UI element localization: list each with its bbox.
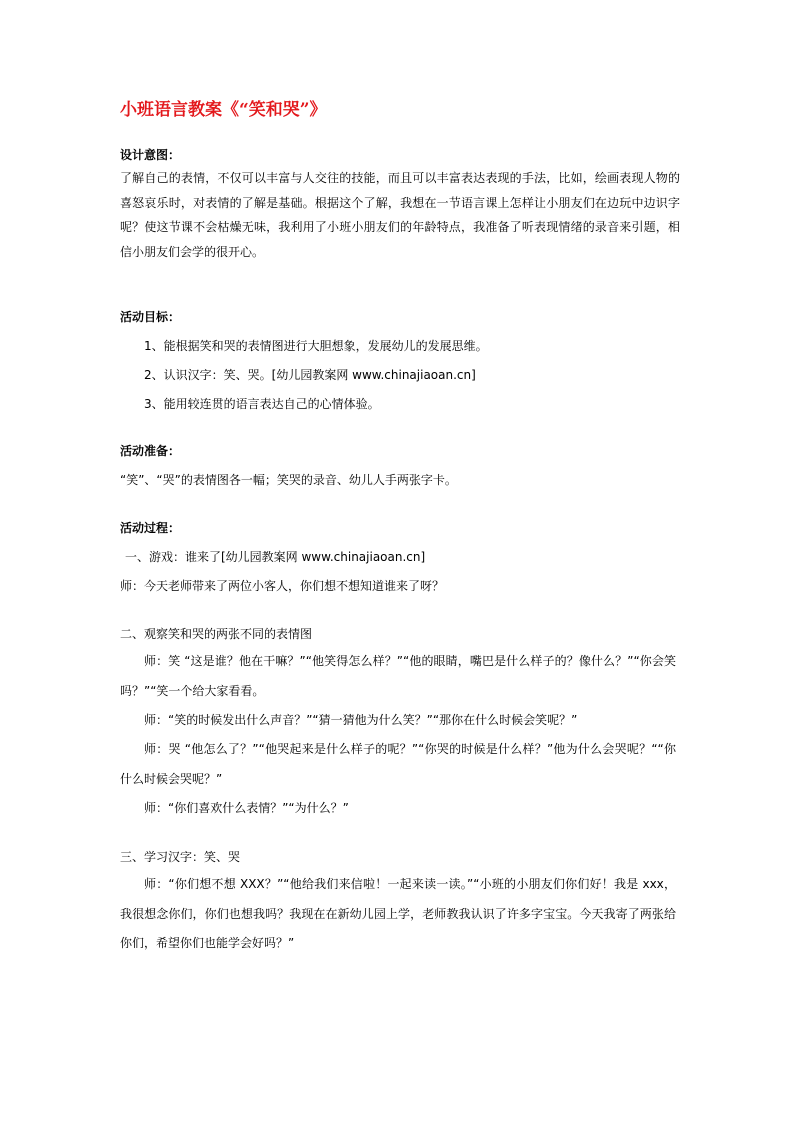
step1-line: 师：今天老师带来了两位小客人，你们想不想知道谁来了呀？ — [120, 579, 445, 593]
design-intent-body: 了解自己的表情，不仅可以丰富与人交往的技能，而且可以丰富表达表现的手法，比如，绘画表现人物的喜怒哀乐时，对表情的了解是基础。根据这个了解，我想在一节语言课上怎样让小朋友们在边玩中边识字呢？使这节课不会枯燥无味，我利用了小班小朋友们的年龄特点，我准备了听表现情绪的录音来引题，相信小朋友们会学的很开心。 — [120, 171, 680, 259]
goal-item-3: 3、能用较连贯的语言表达自己的心情体验。 — [144, 397, 380, 411]
process-heading: 活动过程： — [120, 521, 181, 535]
step2-paragraph-4: 师：“你们喜欢什么表情？”“为什么？” — [144, 801, 349, 815]
document-title: 小班语言教案《“笑和哭”》 — [120, 100, 327, 120]
prep-body: “笑”、“哭”的表情图各一幅；笑哭的录音、幼儿人手两张字卡。 — [120, 473, 457, 487]
step3-title: 三、学习汉字：笑、哭 — [120, 850, 241, 864]
step3-paragraph-1: 师：“你们想不想 XXX？”“他给我们来信啦！一起来读一读。”“小班的小朋友们你们好！我是 xxx，我很想念你们，你们也想我吗？我现在在新幼儿园上学，老师教我认识了许多字宝宝。今天我寄了两张给你们，希望你们也能学会好吗？” — [120, 877, 676, 950]
goals-heading: 活动目标： — [120, 310, 181, 324]
step2-title: 二、观察笑和哭的两张不同的表情图 — [120, 627, 313, 641]
goal-item-2: 2、认识汉字：笑、哭。[幼儿园教案网 www.chinajiaoan.cn] — [144, 368, 476, 382]
step2-paragraph-3: 师：哭 “他怎么了？”“他哭起来是什么样子的呢？”“你哭的时候是什么样？”他为什么会哭呢？““你什么时候会哭呢？” — [120, 742, 676, 786]
prep-heading: 活动准备： — [120, 444, 181, 458]
design-intent-heading: 设计意图： — [120, 148, 181, 162]
step1-title: 一、游戏：谁来了[幼儿园教案网 www.chinajiaoan.cn] — [125, 550, 426, 564]
goal-item-1: 1、能根据笑和哭的表情图进行大胆想象，发展幼儿的发展思维。 — [144, 339, 488, 353]
step2-paragraph-2: 师：“笑的时候发出什么声音？”“猜一猜他为什么笑？”“那你在什么时候会笑呢？” — [144, 713, 578, 727]
step2-paragraph-1: 师：笑 “这是谁？他在干嘛？”“他笑得怎么样？”“他的眼睛，嘴巴是什么样子的？像什么？”“你会笑吗？”“笑一个给大家看看。 — [120, 654, 676, 698]
